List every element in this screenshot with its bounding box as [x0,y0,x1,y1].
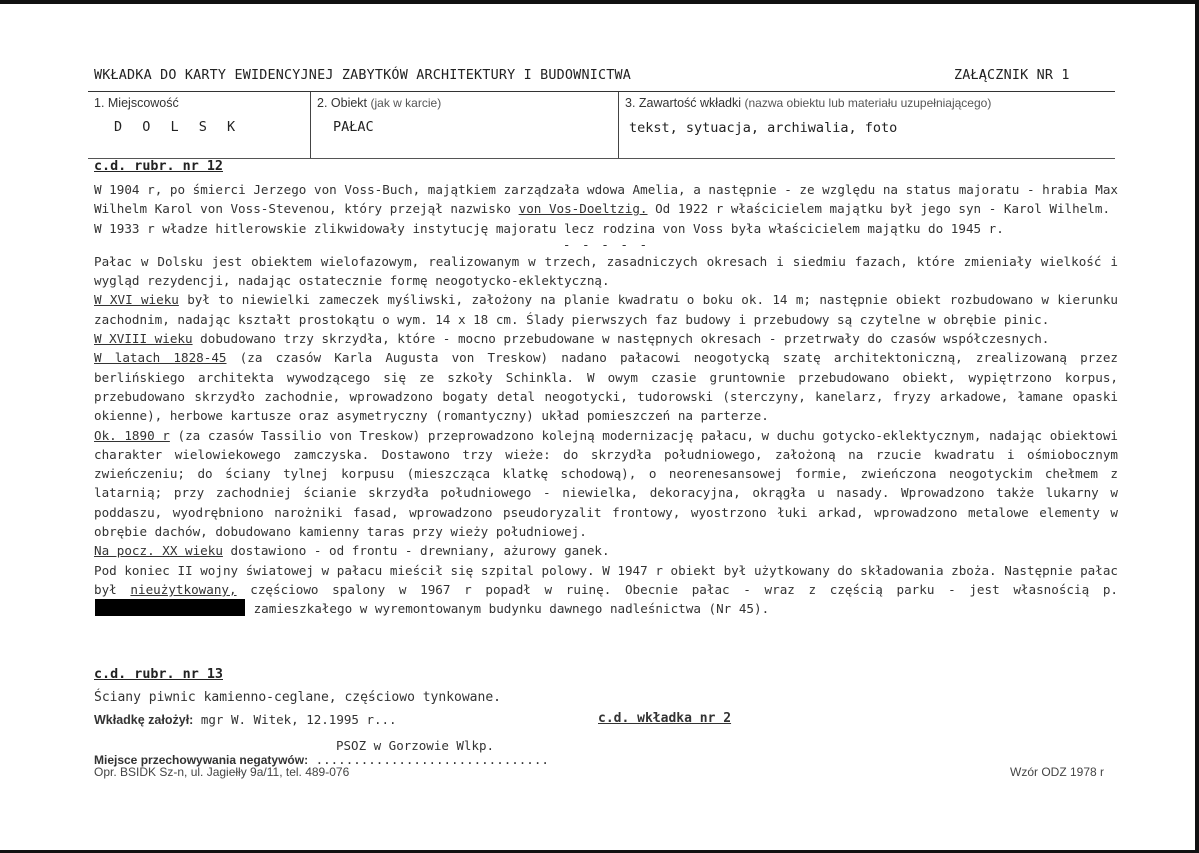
field-object-label-text: 2. Obiekt [317,96,368,110]
field-contents-label-text: 3. Zawartość wkładki [625,96,742,110]
p9-text-b: częściowo spalony w 1967 r popadł w ruinę. Obecnie pałac - wraz z częścią parku - jest własnością p. [236,581,1118,597]
attachment-number: ZAŁĄCZNIK NR 1 [954,68,1070,83]
p7-underlined: Ok. 1890 r [94,427,170,443]
document-title: WKŁADKA DO KARTY EWIDENCYJNEJ ZABYTKÓW ARCHITEKTURY I BUDOWNICTWA [94,68,632,83]
p9-underlined: nieużytkowany, [130,581,237,597]
paragraph-7 [94,426,1118,542]
author-label: Wkładkę założył: [94,713,194,727]
p6-text: (za czasów Karla Augusta von Treskow) nadano pałacowi neogotycką szatę architektoniczną, zrealizowaną przez berlińskiego architekta wywodzącego się ze szkoły Schinkla. W owym czasie gruntownie przebudowano obiekt, wypiętrzono korpus, przebudowano skrzydło zachodnie, wprowadzono bogaty detal neogotycki, tudorowski (sterczyny, kanelarz, fryzy arkadowe, łamane opaski okienne), herbowe kartusze oraz asymetryczny (romantyczny) układ pomieszczeń na parterze. [94,350,1118,424]
paragraph-3: Pałac w Dolsku jest obiektem wielofazowym, realizowanym w trzech, zasadniczych okresach i siedmiu fazach, które zmieniały wielkość i wygląd rezydencji, nadając ostatecznie formę neogotycko-eklektyczną. [94,253,1118,289]
field-object-value: PAŁAC [333,119,374,135]
page-border-top [0,0,1199,4]
section-13-text: Ściany piwnic kamienno-ceglane, częściowo tynkowane. [94,690,501,705]
field-contents-label [625,96,991,110]
field-contents-value: tekst, sytuacja, archiwalia, foto [629,120,898,136]
form-template: Wzór ODZ 1978 r [1010,765,1105,779]
paragraph-4 [94,290,1118,329]
p6-underlined: W latach 1828-45 [94,350,227,366]
redacted-name-block [95,599,245,616]
field-contents [618,92,1116,158]
continued-insert: c.d. wkładka nr 2 [598,711,732,726]
storage-label: Miejsce przechowywania negatywów: [94,753,309,767]
separator: - - - - - [562,236,650,252]
p4-underlined: W XVI wieku [94,292,179,308]
p4-text: był to niewielki zameczek myśliwski, założony na planie kwadratu o boku ok. 14 m; następnie obiekt rozbudowano w kierunku zachodnim, nadając kształt prostokątu o wym. 14 x 18 cm. Ślady pierwszych faz budowy i przebudowy są czytelne w obrębie pinic. [94,292,1118,327]
paragraph-8 [94,541,1118,560]
p1-text-a: W 1904 r, po śmierci Jerzego von Voss-Buch, majątkiem zarządzała wdowa Amelia, a następnie - ze względu na status majoratu - hrabia Max Wilhelm Karol von Voss-Stevenou, który przejął nazwisko [94,182,1118,217]
p5-underlined: W XVIII wieku [94,331,193,347]
section-12-body [94,180,1118,619]
field-locality-label: 1. Miejscowość [94,96,179,110]
p8-text: dostawiono - od frontu - drewniany, ażurowy ganek. [222,543,610,559]
p7-text: (za czasów Tassilio von Treskow) przeprowadzono kolejną modernizację pałacu, w duchu gotycko-eklektycznym, nadając obiektowi charakter wielowiekowego zamczyska. Dostawono trzy wieże: do skrzydła południowego, założoną na rzucie kwadratu i ośmiobocznym zwieńczeniu; do ściany tylnej korpusu (mieszcząca klatkę schodową), o neorenesansowej formie, zwieńczona neogotyckim chełmem z latarnią; przy zachodniej ścianie skrzydła południowego - niewielka, dekoracyjna, okrągła u nasady. Wprowadzono także lukarny w poddaszu, wyodrębniono narożniki fasad, wprowadzono pseudoryzalit frontowy, wyostrzono łuki arkad, wprowadzono metalowe elementy w obrębie dachów, dobudowano kamienny taras przy wieży południowej. [94,427,1118,540]
section-13-heading-text: c.d. rubr. nr 13 [94,667,223,682]
p1-text-b: Od 1922 r właścicielem majątku był jego syn - Karol Wilhelm. [647,201,1111,217]
section-12-heading-text: c.d. rubr. nr 12 [94,159,223,174]
page-border-right [1195,0,1199,853]
p9-text-a: Pod koniec II wojny światowej w pałacu mieścił się szpital polowy. W 1947 r obiekt był użytkowany do składowania zboża. Następnie pałac był [94,562,1118,597]
p1-underlined: von Vos-Doeltzig. [518,201,648,217]
paragraph-9 [94,561,1118,619]
paragraph-6 [94,348,1118,425]
section-13-heading [94,667,223,682]
storage-dots: ............................... [315,752,549,767]
field-object-label [317,96,441,110]
paragraph-5 [94,329,1118,348]
storage-value: PSOZ w Gorzowie Wlkp. [336,738,495,753]
field-object-hint: (jak w karcie) [370,96,442,110]
p9-text-c: zamieszkałego w wyremontowanym budynku dawnego nadleśnictwa (Nr 45). [246,601,770,617]
field-object [310,92,619,158]
printer-info: Opr. BSIDK Sz-n, ul. Jagiełły 9a/11, tel. 489-076 [94,765,350,779]
author-value: mgr W. Witek, 12.1995 r... [200,712,397,727]
field-contents-hint: (nazwa obiektu lub materiału uzupełniającego) [744,96,992,110]
p5-text: dobudowano trzy skrzydła, które - mocno przebudowane w następnych okresach - przetrwały do czasów współczesnych. [192,331,1050,347]
paragraph-1 [94,180,1118,219]
author-line [94,712,397,727]
p8-underlined: Na pocz. XX wieku [94,543,223,559]
paragraph-2: W 1933 r władze hitlerowskie zlikwidowały instytucję majoratu lecz rodzina von Voss była właścicielem majątku do 1945 r. [94,220,1004,236]
header-fields [88,91,1115,159]
field-locality [88,92,310,158]
section-12-heading [94,159,223,174]
field-locality-value: D O L S K [114,119,242,135]
